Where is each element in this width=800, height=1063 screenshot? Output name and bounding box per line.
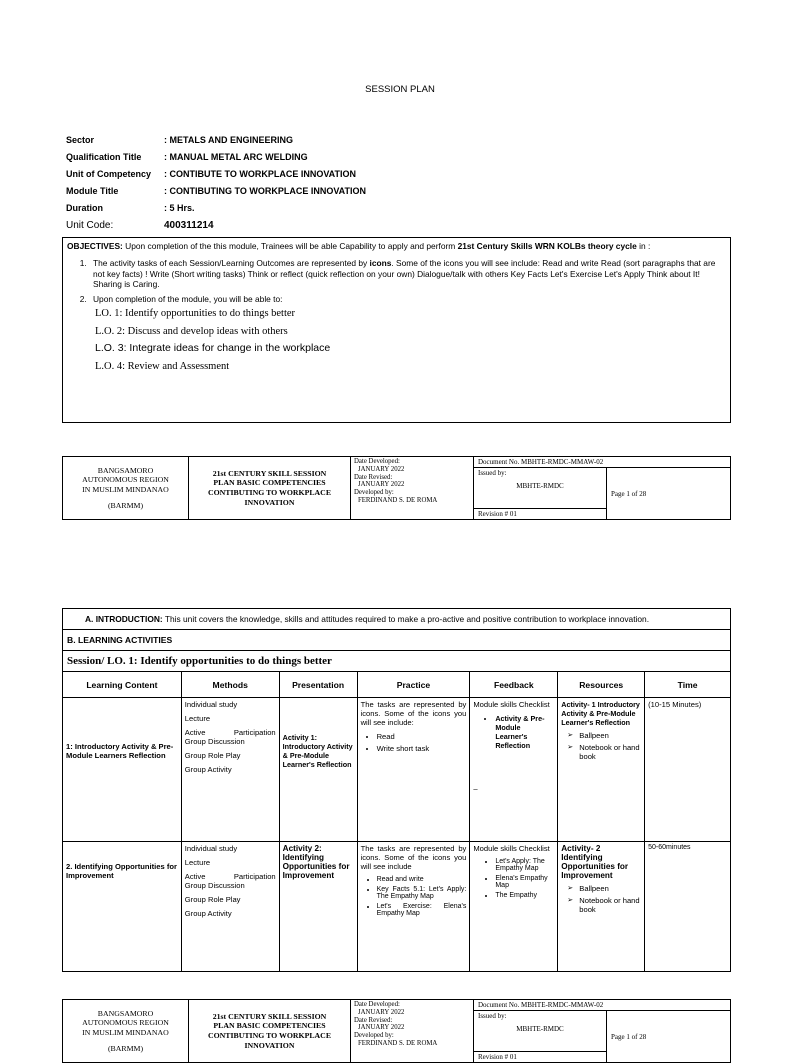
list-item: ➢ Ballpeen (567, 884, 641, 893)
footer-organization: BANGSAMORO AUTONOMOUS REGION IN MUSLIM MINDANAO (BARMM) (63, 457, 189, 520)
lo-1: LO. 1: Identify opportunities to do things better (95, 307, 296, 319)
row-1-presentation: Activity 1: Introductory Activity & Pre-Module Learner's Reflection (279, 698, 357, 842)
header-presentation: Presentation (279, 672, 357, 698)
row-2-feedback: Module skills Checklist • Let's Apply: The Empathy Map • Elena's Empathy Map • The Empathy (470, 842, 558, 972)
footer-document-number: Document No. MBHTE-RMDC-MMAW-02 (474, 1000, 731, 1011)
footer-organization: BANGSAMORO AUTONOMOUS REGION IN MUSLIM MINDANAO (BARMM) (63, 1000, 189, 1063)
footer-page-number: Page 1 of 28 (607, 468, 731, 520)
objective-item-1: 1. The activity tasks of each Session/Learning Outcomes are represented by icons. Some of the icons you will see include: Read and write Read (sort paragraphs that are not key facts) ! Write (Short writing tasks) Think or reflect (quick reflection on your own) Dialogue/talk with others Key Facts Let's Exercise Let's Apply Think about It! Sharing is Caring. (89, 258, 726, 290)
list-item: • Elena's Empathy Map (495, 875, 554, 889)
table-row (63, 698, 731, 842)
objectives-lead: OBJECTIVES: Upon completion of the this module, Trainees will be able Capability to apply and perform 21st Century Skills WRN KOLBs theory cycle in : (67, 241, 651, 251)
objective-item-2: 2. Upon completion of the module, you will be able to: LO. 1: Identify opportunities to do things better L.O. 2: Discuss and develop ideas with others L.O. 3: Integrate ideas for change in the workplace L.O. 4: Review and Assessment (89, 294, 726, 376)
info-sector: Sector : METALS AND ENGINEERING (66, 135, 294, 145)
row-2-time: 50-60minutes (645, 842, 731, 972)
header-methods: Methods (181, 672, 279, 698)
footer-revision: Revision # 01 (474, 509, 607, 520)
objectives-box (62, 237, 731, 423)
list-item: • The Empathy (495, 892, 554, 899)
lo-3: L.O. 3: Integrate ideas for change in the workplace (95, 342, 331, 355)
list-item: • Read and write (377, 876, 467, 883)
table-row (63, 842, 731, 972)
footer-revision: Revision # 01 (474, 1052, 607, 1063)
row-2-practice: The tasks are represented by icons. Some of the icons you will see include • Read and write • Key Facts 5.1: Let's Apply: The Empathy Map • Let's Exercise: Elena's Empathy Map (357, 842, 470, 972)
row-2-methods: Individual study Lecture Active Participation Group Discussion Group Role Play Group Activity (181, 842, 279, 972)
footer-issued: Issued by: MBHTE-RMDC (474, 468, 607, 509)
header-feedback: Feedback (470, 672, 558, 698)
header-learning-content: Learning Content (63, 672, 182, 698)
footer-title: 21st CENTURY SKILL SESSION PLAN BASIC COMPETENCIES CONTIBUTING TO WORKPLACE INNOVATION (189, 457, 351, 520)
footer-title: 21st CENTURY SKILL SESSION PLAN BASIC COMPETENCIES CONTIBUTING TO WORKPLACE INNOVATION (189, 1000, 351, 1063)
row-1-methods: Individual study Lecture Active Participation Group Discussion Group Role Play Group Activity (181, 698, 279, 842)
table-header-row (63, 672, 731, 698)
lo-2: L.O. 2: Discuss and develop ideas with others (95, 325, 288, 337)
learning-activities-heading: B. LEARNING ACTIVITIES (63, 630, 731, 651)
list-item: ➢ Notebook or hand book (567, 743, 641, 761)
row-2-presentation: Activity 2: Identifying Opportunities for Improvement (279, 842, 357, 972)
list-item: • Let's Apply: The Empathy Map (495, 858, 554, 872)
footer-dates: Date Developed: JANUARY 2022 Date Revised: JANUARY 2022 Developed by: FERDINAND S. DE ROMA (351, 457, 474, 520)
list-item: • Activity & Pre-Module Learner's Reflection (495, 714, 554, 750)
row-1-content: 1: Introductory Activity & Pre-Module Learners Reflection (63, 698, 182, 842)
list-item: • Read (377, 732, 467, 741)
row-1-time: (10-15 Minutes) (645, 698, 731, 842)
row-2-content: 2. Identifying Opportunities for Improvement (63, 842, 182, 972)
session-title: Session/ LO. 1: Identify opportunities to do things better (63, 651, 731, 672)
lo-4: L.O. 4: Review and Assessment (95, 361, 230, 373)
row-1-practice: The tasks are represented by icons. Some of the icons you will see include: • Read • Write short task (357, 698, 470, 842)
info-module-title: Module Title : CONTIBUTING TO WORKPLACE INNOVATION (66, 186, 366, 196)
info-qualification: Qualification Title : MANUAL METAL ARC WELDING (66, 152, 308, 162)
footer-document-number: Document No. MBHTE-RMDC-MMAW-02 (474, 457, 731, 468)
header-resources: Resources (558, 672, 645, 698)
list-item: • Write short task (377, 744, 467, 753)
list-item: • Key Facts 5.1: Let's Apply: The Empathy Map (377, 886, 467, 900)
introduction-row: A. INTRODUCTION: This unit covers the knowledge, skills and attitudes required to make a pro-active and positive contribution to workplace innovation. (63, 609, 731, 630)
info-unit-of-competency: Unit of Competency : CONTIBUTE TO WORKPLACE INNOVATION (66, 169, 356, 179)
learning-activities-table (62, 608, 731, 972)
page-title: SESSION PLAN (365, 84, 435, 95)
list-item: ➢ Notebook or hand book (567, 896, 641, 914)
info-duration: Duration : 5 Hrs. (66, 203, 195, 213)
footer-dates: Date Developed: JANUARY 2022 Date Revised: JANUARY 2022 Developed by: FERDINAND S. DE ROMA (351, 1000, 474, 1063)
info-unit-code: Unit Code: 400311214 (66, 220, 214, 231)
list-item: • Let's Exercise: Elena's Empathy Map (377, 903, 467, 917)
row-2-resources: Activity- 2 Identifying Opportunities for Improvement ➢ Ballpeen ➢ Notebook or hand book (558, 842, 645, 972)
header-practice: Practice (357, 672, 470, 698)
document-footer-repeat (62, 999, 731, 1063)
list-item: ➢ Ballpeen (567, 731, 641, 740)
row-1-resources: Activity- 1 Introductory Activity & Pre-Module Learner's Reflection ➢ Ballpeen ➢ Notebook or hand book (558, 698, 645, 842)
footer-issued: Issued by: MBHTE-RMDC (474, 1011, 607, 1052)
header-time: Time (645, 672, 731, 698)
row-1-feedback: Module skills Checklist • Activity & Pre-Module Learner's Reflection – (470, 698, 558, 842)
document-footer (62, 456, 731, 520)
footer-page-number: Page 1 of 28 (607, 1011, 731, 1063)
